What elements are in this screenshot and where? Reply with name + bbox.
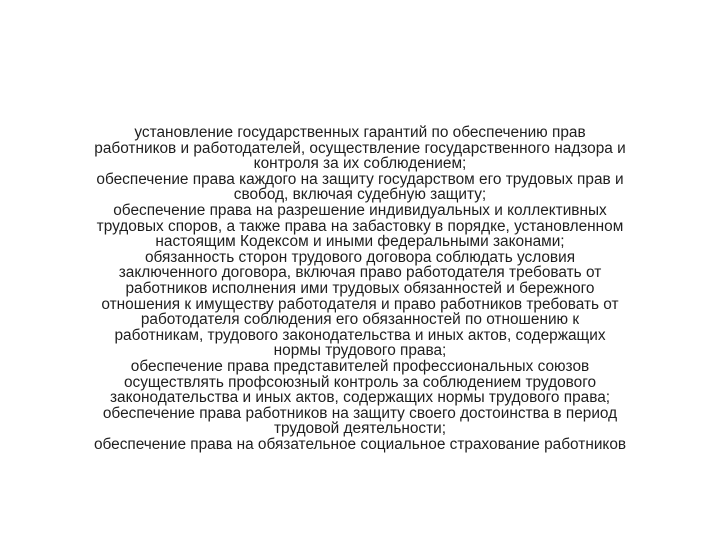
text-line: установление государственных гарантий по обеспечению прав (134, 124, 586, 141)
text-line: законодательства и иных актов, содержащих нормы трудового права; (109, 389, 611, 407)
text-line: работников и работодателей, осуществление государственного надзора и (94, 139, 626, 157)
text-line: настоящим Кодексом и иными федеральными законами; (155, 233, 565, 251)
text-line: работодателя соблюдения его обязанностей по отношению к (140, 311, 580, 329)
slide-body-text (36, 125, 684, 452)
text-line: обеспечение права работников на защиту своего достоинства в период (102, 404, 618, 422)
text-line: работникам, трудового законодательства и иных актов, содержащих (114, 326, 606, 344)
text-line: обязанность сторон трудового договора соблюдать условия (144, 248, 576, 266)
text-line: нормы трудового права; (273, 342, 447, 360)
text-line: отношения к имуществу работодателя и право работников требовать от (101, 295, 619, 313)
text-line: заключенного договора, включая право работодателя требовать от (118, 264, 602, 282)
text-line: контроля за их соблюдением; (253, 155, 467, 173)
text-line: трудовых споров, а также права на забастовку в порядке, установленном (96, 217, 624, 235)
text-line: свобод, включая судебную защиту; (233, 186, 487, 204)
text-line: работников исполнения ими трудовых обязанностей и бережного (125, 279, 595, 297)
text-line: трудовой деятельности; (273, 420, 447, 438)
text-line: обеспечение права на обязательное социальное страхование работников (93, 435, 627, 453)
text-line: обеспечение права каждого на защиту государством его трудовых прав и (96, 170, 624, 188)
text-line: обеспечение права представителей профессиональных союзов (130, 357, 590, 375)
text-line: осуществлять профсоюзный контроль за соблюдением трудового (123, 373, 597, 391)
text-line: обеспечение права на разрешение индивидуальных и коллективных (113, 201, 607, 219)
